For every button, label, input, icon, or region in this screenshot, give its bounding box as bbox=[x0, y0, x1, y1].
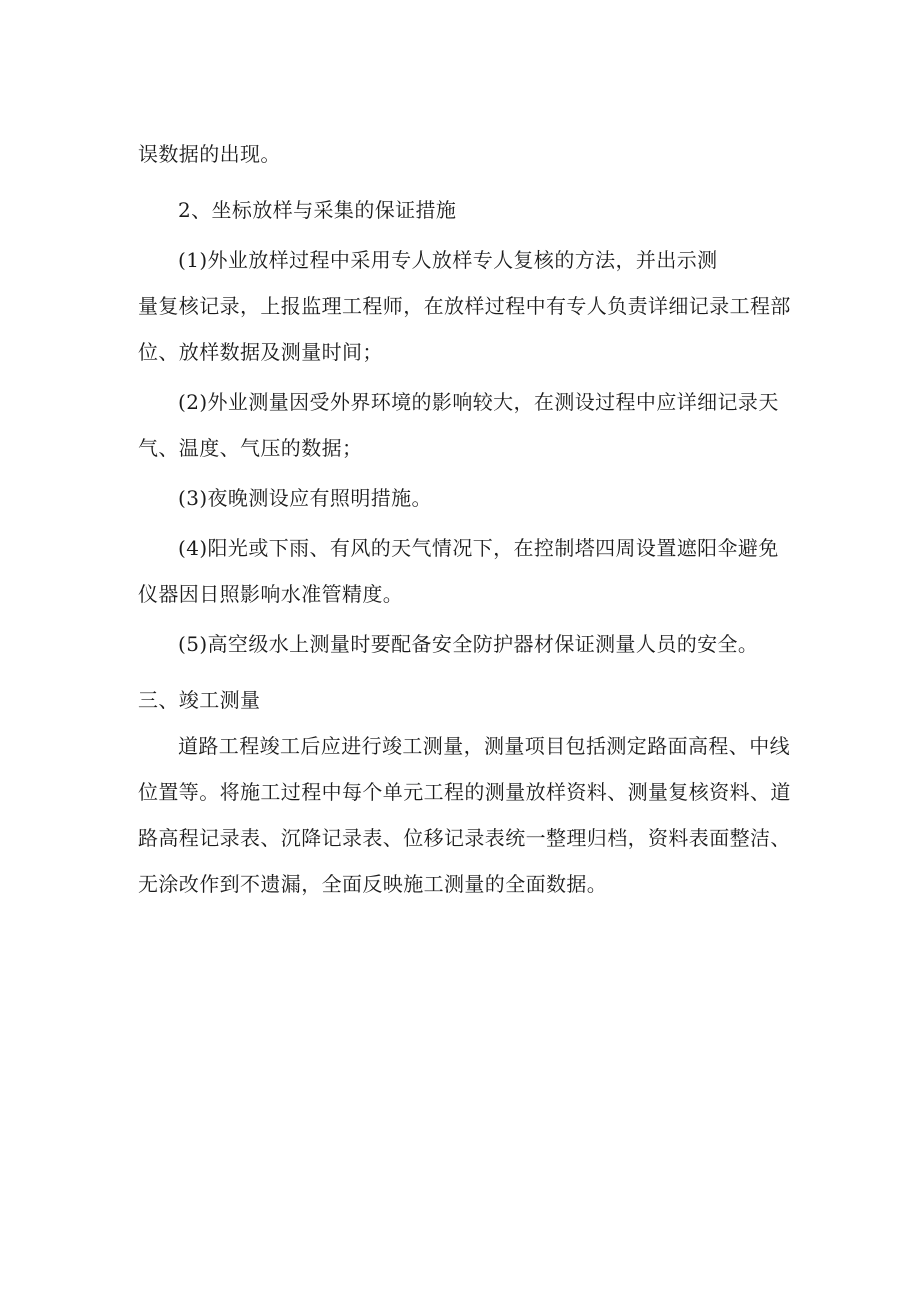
item-1-line-3: 位、放样数据及测量时间； bbox=[138, 340, 383, 364]
item-4-line-1: (4)阳光或下雨、有风的天气情况下，在控制塔四周设置遮阳伞避免 bbox=[178, 536, 779, 560]
item-2-line-1: (2)外业测量因受外界环境的影响较大，在测设过程中应详细记录天 bbox=[178, 390, 779, 414]
paragraph-continuation: 误数据的出现。 bbox=[138, 142, 281, 166]
section-3-body-line-3: 路高程记录表、沉降记录表、位移记录表统一整理归档，资料表面整洁、 bbox=[138, 826, 791, 850]
section-3-body-line-1: 道路工程竣工后应进行竣工测量，测量项目包括测定路面高程、中线 bbox=[178, 734, 790, 758]
item-1-line-2: 量复核记录，上报监理工程师，在放样过程中有专人负责详细记录工程部 bbox=[138, 294, 791, 318]
section-3-body-line-4: 无涂改作到不遗漏，全面反映施工测量的全面数据。 bbox=[138, 872, 608, 896]
item-2-line-2: 气、温度、气压的数据； bbox=[138, 436, 363, 460]
item-4-line-2: 仪器因日照影响水准管精度。 bbox=[138, 582, 404, 606]
item-1-line-1: (1)外业放样过程中采用专人放样专人复核的方法，并出示测 bbox=[178, 248, 718, 272]
subheading-coordinate-stakeout: 2、坐标放样与采集的保证措施 bbox=[178, 198, 457, 222]
item-5-line-1: (5)高空级水上测量时要配备安全防护器材保证测量人员的安全。 bbox=[178, 632, 759, 656]
section-heading-completion-survey: 三、竣工测量 bbox=[138, 688, 261, 712]
section-3-body-line-2: 位置等。将施工过程中每个单元工程的测量放样资料、测量复核资料、道 bbox=[138, 780, 791, 804]
item-3-line-1: (3)夜晚测设应有照明措施。 bbox=[178, 486, 432, 510]
